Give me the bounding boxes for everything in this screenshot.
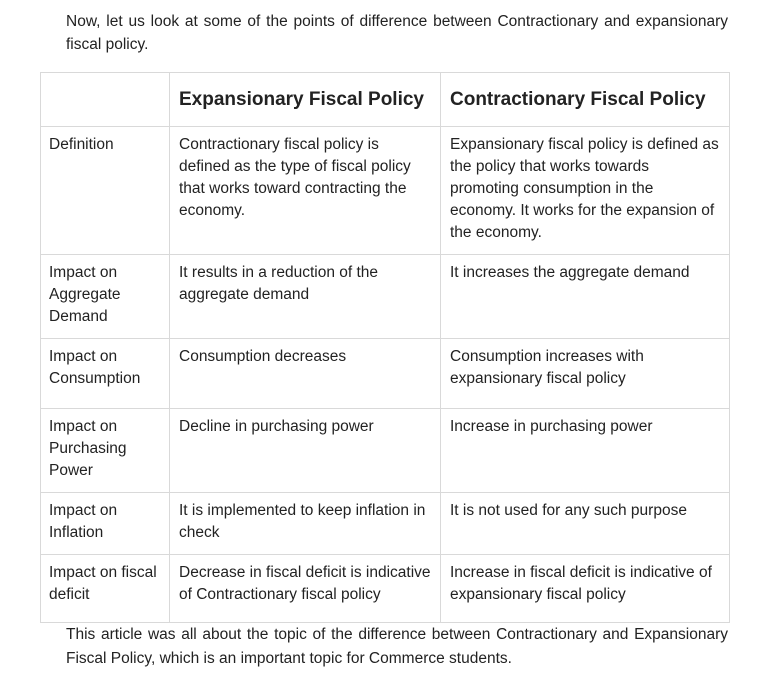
table-cell: It increases the aggregate demand: [441, 255, 730, 339]
header-cell-empty: [41, 73, 170, 127]
table-row: [41, 339, 730, 409]
table-cell: Increase in fiscal deficit is indicative of expansionary fiscal policy: [441, 555, 730, 623]
row-label: Impact on Consumption: [41, 339, 170, 409]
table-row: [41, 555, 730, 623]
table-cell: Consumption increases with expansionary fiscal policy: [441, 339, 730, 409]
row-label: Impact on Aggregate Demand: [41, 255, 170, 339]
table-cell: It results in a reduction of the aggregate demand: [170, 255, 441, 339]
table-cell: Decline in purchasing power: [170, 409, 441, 493]
table-cell: Expansionary fiscal policy is defined as the policy that works towards promoting consumption in the economy. It works for the expansion of the economy.: [441, 127, 730, 255]
comparison-table: [40, 72, 730, 623]
table-cell: It is implemented to keep inflation in check: [170, 493, 441, 555]
table-header-row: [41, 73, 730, 127]
row-label: Impact on Inflation: [41, 493, 170, 555]
table-cell: Consumption decreases: [170, 339, 441, 409]
table-row: [41, 127, 730, 255]
table-row: [41, 493, 730, 555]
table-cell: It is not used for any such purpose: [441, 493, 730, 555]
table-cell: Decrease in fiscal deficit is indicative of Contractionary fiscal policy: [170, 555, 441, 623]
header-cell-expansionary: Expansionary Fiscal Policy: [170, 73, 441, 127]
row-label: Definition: [41, 127, 170, 255]
header-cell-contractionary: Contractionary Fiscal Policy: [441, 73, 730, 127]
table-row: [41, 409, 730, 493]
table-cell: Contractionary fiscal policy is defined as the type of fiscal policy that works toward contracting the economy.: [170, 127, 441, 255]
row-label: Impact on Purchasing Power: [41, 409, 170, 493]
outro-paragraph: This article was all about the topic of the difference between Contractionary and Expansionary Fiscal Policy, which is an important topic for Commerce students.: [66, 626, 728, 667]
intro-paragraph: Now, let us look at some of the points of difference between Contractionary and expansionary fiscal policy.: [66, 13, 728, 53]
table-cell: Increase in purchasing power: [441, 409, 730, 493]
row-label: Impact on fiscal deficit: [41, 555, 170, 623]
table-row: [41, 255, 730, 339]
